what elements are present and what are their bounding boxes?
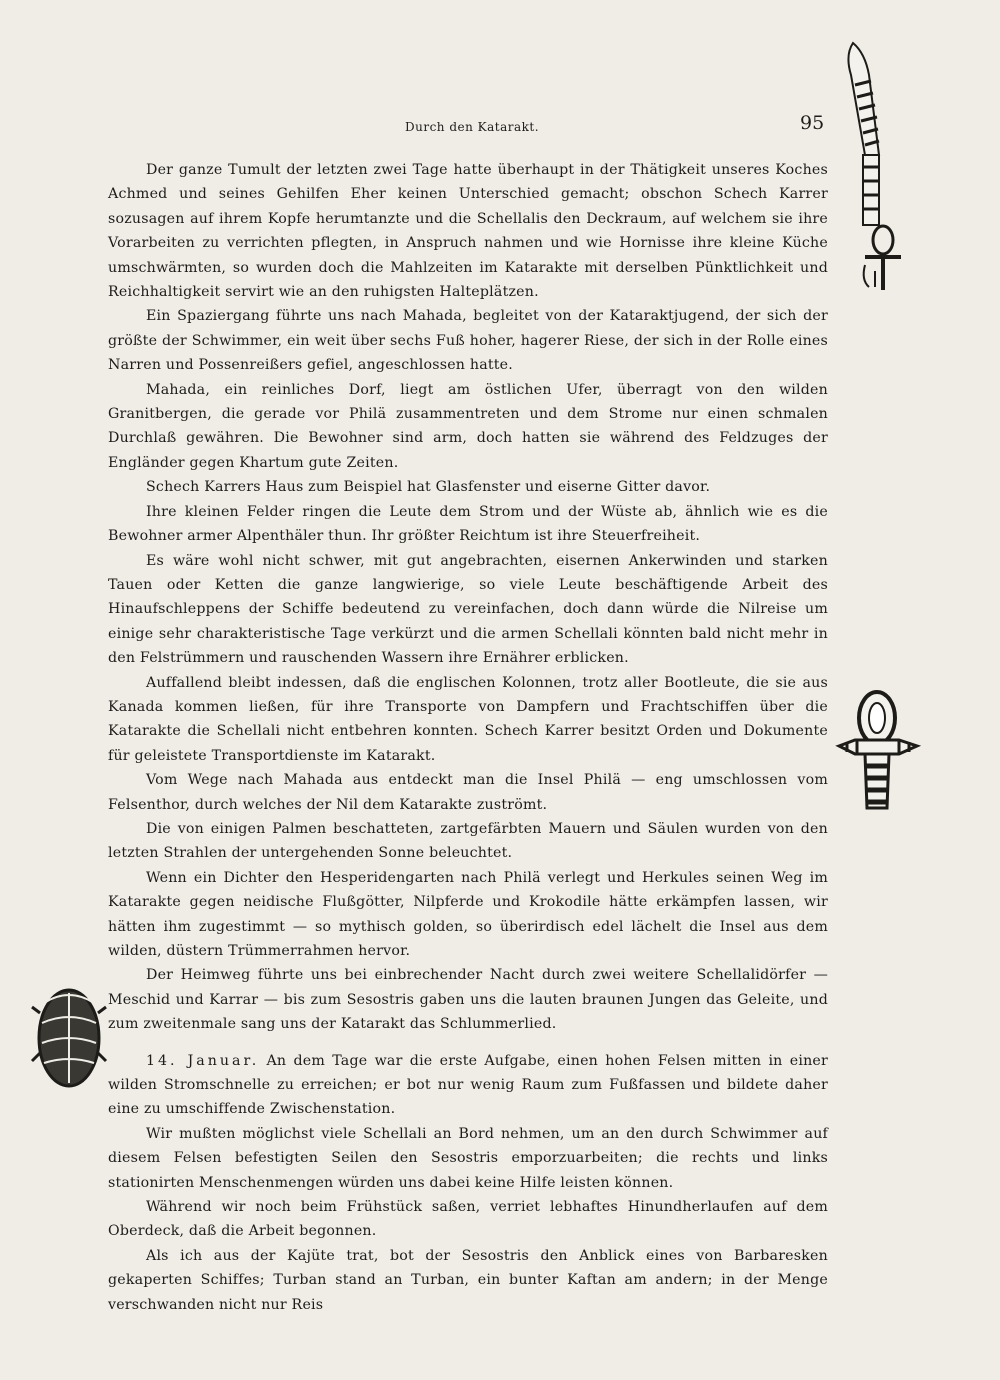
paragraph: Der Heimweg führte uns bei einbrechender Nacht durch zwei weitere Schellalidörfer — Meschid und Karrar — bis zum Sesostris gaben uns die lauten braunen Jungen das Geleite, und zum zweitenmale sang uns der Katarakt das Schlummerlied. <box>108 967 828 1033</box>
paragraph: Während wir noch beim Frühstück saßen, verriet lebhaftes Hinundherlaufen auf dem Oberdeck, daß die Arbeit begonnen. <box>108 1199 828 1240</box>
paragraph: Ihre kleinen Felder ringen die Leute dem Strom und der Wüste ab, ähnlich wie es die Bewohner armer Alpenthäler thun. Ihr größter Reichtum ist ihre Steuerfreiheit. <box>108 503 828 545</box>
date-heading: 14. Januar. <box>146 1052 260 1069</box>
paragraph: Der ganze Tumult der letzten zwei Tage hatte überhaupt in der Thätigkeit unseres Koches Achmed und seines Gehilfen Eher keinen Unterschied gemacht; obschon Schech Karrer sozusagen auf ihrem Kopfe herumtanzte und die Schellalis den Deckraum, auf welchem sie ihre Vorarbeiten zu verrichten pflegten, in Anspruch nahmen und wie Hornisse ihre kleine Küche umschwärmten, so wurden doch die Mahlzeiten im Katarakte mit derselben Pünktlichkeit und Reichhaltigkeit servirt wie an den ruhigsten Halteplätzen. <box>108 162 828 301</box>
paragraph: Ein Spaziergang führte uns nach Mahada, begleitet von der Kataraktjugend, der sich der größte der Schwimmer, ein weit über sechs Fuß hoher, hagerer Riese, der sich in der Rolle eines Narren und Possenreißers gefiel, angeschlossen hatte. <box>108 308 828 374</box>
scarab-icon <box>30 983 108 1093</box>
running-head: Durch den Katarakt. <box>405 120 540 134</box>
page-number: 95 <box>800 112 825 134</box>
body-text <box>108 158 828 1317</box>
paragraph: Schech Karrers Haus zum Beispiel hat Glasfenster und eiserne Gitter davor. <box>146 479 711 496</box>
ankh-icon <box>835 688 935 818</box>
paragraph: Es wäre wohl nicht schwer, mit gut angebrachten, eisernen Ankerwinden und starken Tauen oder Ketten die ganze langwierige, so viele Leute beschäftigende Arbeit des Hinaufschleppens der Schiffe bedeutend zu vereinfachen, doch dann würde die Nilreise um einige sehr charakteristische Tage verkürzt und die armen Schellali könnten bald nicht mehr in den Felstrümmern und rauschenden Wassern ihre Ernährer erblicken. <box>108 552 828 667</box>
section-opening-paragraph <box>108 1049 828 1122</box>
paragraph: Mahada, ein reinliches Dorf, liegt am östlichen Ufer, überragt von den wilden Granitbergen, die gerade vor Philä zusammentreten und dem Strome nur einen schmalen Durchlaß gewähren. Die Bewohner sind arm, doch hatten sie während des Feldzuges der Engländer gegen Khartum gute Zeiten. <box>108 381 828 471</box>
paragraph: Als ich aus der Kajüte trat, bot der Sesostris den Anblick eines von Barbaresken gekaperten Schiffes; Turban stand an Turban, ein bunter Kaftan am andern; in der Menge verschwanden nicht nur Reis <box>108 1247 828 1313</box>
paragraph: Wir mußten möglichst viele Schellali an Bord nehmen, um an den durch Schwimmer auf diesem Felsen befestigten Seilen den Sesostris emporzuarbeiten; die rechts und links stationirten Menschenmengen würden uns dabei keine Hilfe leisten können. <box>108 1125 828 1191</box>
section-opening-text: An dem Tage war die erste Aufgabe, einen hohen Felsen mitten in einer wilden Stromschnelle zu erreichen; er bot nur wenig Raum zum Fußfassen und bildete daher eine zu umschiffende Zwischenstation. <box>108 1052 829 1118</box>
paragraph: Auffallend bleibt indessen, daß die englischen Kolonnen, trotz aller Bootleute, die sie aus Kanada kommen ließen, für ihre Transporte von Dampfern und Frachtschiffen über die Katarakte die Schellali nicht entbehren konnten. Schech Karrer besitzt Orden und Dokumente für geleistete Transportdienste im Katarakt. <box>108 674 828 764</box>
paragraph: Die von einigen Palmen beschatteten, zartgefärbten Mauern und Säulen wurden von den letzten Strahlen der untergehenden Sonne beleuchtet. <box>108 820 828 862</box>
scepter-with-ankh-icon <box>835 35 907 295</box>
paragraph: Wenn ein Dichter den Hesperidengarten nach Philä verlegt und Herkules seinen Weg im Katarakte gegen neidische Flußgötter, Nilpferde und Krokodile hätte erkämpfen lassen, wir hätten ihm zugestimmt — so mythisch golden, so überirdisch edel lächelt die Insel aus dem wilden, düstern Trümmerrahmen hervor. <box>108 869 828 959</box>
paragraph: Vom Wege nach Mahada aus entdeckt man die Insel Philä — eng umschlossen vom Felsenthor, durch welches der Nil dem Katarakte zuströmt. <box>108 772 828 813</box>
